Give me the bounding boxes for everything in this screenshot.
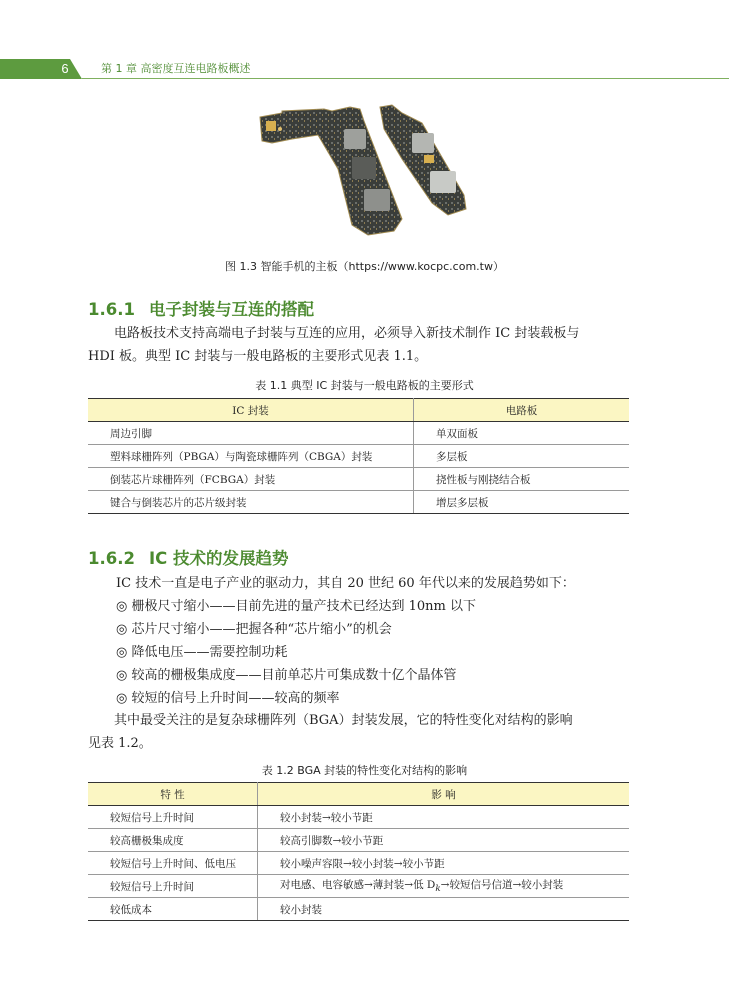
table-row bbox=[88, 468, 629, 491]
table-cell: 较短信号上升时间 bbox=[88, 806, 258, 829]
table-header-row bbox=[88, 399, 629, 422]
table-header-cell: 电路板 bbox=[414, 399, 630, 422]
bullet-item: ◎ 栅极尺寸缩小——目前先进的量产技术已经达到 10nm 以下 bbox=[116, 599, 476, 614]
section-title: 电子封装与互连的搭配 bbox=[148, 300, 314, 319]
table-row bbox=[88, 806, 629, 829]
table-cell: 倒装芯片球栅阵列（FCBGA）封装 bbox=[88, 468, 414, 491]
section2-paragraph bbox=[88, 709, 628, 755]
table-cell: 较短信号上升时间、低电压 bbox=[88, 852, 258, 875]
table-row bbox=[88, 898, 629, 921]
section2-intro: IC 技术一直是电子产业的驱动力，其自 20 世纪 60 年代以来的发展趋势如下： bbox=[116, 576, 575, 591]
figure-caption: 图 1.3 智能手机的主板（https://www.kocpc.com.tw） bbox=[225, 260, 504, 273]
table-cell-text: →较短信号信道→较小封装 bbox=[440, 879, 564, 892]
table-row bbox=[88, 829, 629, 852]
table-cell: 多层板 bbox=[414, 445, 630, 468]
left-board-image bbox=[260, 107, 402, 235]
table-row bbox=[88, 445, 629, 468]
table-row bbox=[88, 491, 629, 514]
table2-caption: 表 1.2 BGA 封装的特性变化对结构的影响 bbox=[261, 764, 468, 777]
table-cell: 较小封装 bbox=[258, 898, 630, 921]
table-header-cell: 特 性 bbox=[88, 783, 258, 806]
section1-paragraph bbox=[88, 322, 628, 368]
table-1-1 bbox=[88, 398, 629, 514]
table-cell: 较小封装→较小节距 bbox=[258, 806, 630, 829]
paragraph-line: HDI 板。典型 IC 封装与一般电路板的主要形式见表 1.1。 bbox=[88, 349, 428, 364]
table-cell: 键合与倒装芯片的芯片级封装 bbox=[88, 491, 414, 514]
header-rule bbox=[82, 78, 729, 79]
section-heading-1-6-2 bbox=[88, 545, 288, 569]
table-header-cell: IC 封装 bbox=[88, 399, 414, 422]
table-cell: 较低成本 bbox=[88, 898, 258, 921]
table-cell: 较小噪声容限→较小封装→较小节距 bbox=[258, 852, 630, 875]
page-header bbox=[0, 0, 729, 80]
table-cell: 挠性板与刚挠结合板 bbox=[414, 468, 630, 491]
table-row bbox=[88, 852, 629, 875]
section-number: 1.6.2 bbox=[88, 549, 135, 568]
table-cell: 增层多层板 bbox=[414, 491, 630, 514]
table1-caption: 表 1.1 典型 IC 封装与一般电路板的主要形式 bbox=[255, 379, 474, 392]
table-cell: 单双面板 bbox=[414, 422, 630, 445]
table-cell: 较高栅极集成度 bbox=[88, 829, 258, 852]
paragraph-line: 见表 1.2。 bbox=[88, 736, 152, 751]
bullet-item: ◎ 芯片尺寸缩小——把握各种“芯片缩小”的机会 bbox=[116, 622, 392, 637]
section-heading-1-6-1 bbox=[88, 296, 314, 320]
bullet-item: ◎ 降低电压——需要控制功耗 bbox=[116, 645, 288, 660]
motherboard-figure bbox=[252, 99, 474, 239]
section-title: IC 技术的发展趋势 bbox=[148, 549, 289, 568]
table-header-row bbox=[88, 783, 629, 806]
table-cell: 较高引脚数→较小节距 bbox=[258, 829, 630, 852]
table-cell: 塑料球栅阵列（PBGA）与陶瓷球栅阵列（CBGA）封装 bbox=[88, 445, 414, 468]
table-header-cell: 影 响 bbox=[258, 783, 630, 806]
bullet-item: ◎ 较短的信号上升时间——较高的频率 bbox=[116, 691, 340, 706]
bullet-item: ◎ 较高的栅极集成度——目前单芯片可集成数十亿个晶体管 bbox=[116, 668, 457, 683]
table-1-2 bbox=[88, 782, 629, 921]
paragraph-line: 电路板技术支持高端电子封装与互连的应用，必须导入新技术制作 IC 封装载板与 bbox=[114, 326, 580, 341]
table-cell: 较短信号上升时间 bbox=[88, 875, 258, 898]
section-number: 1.6.1 bbox=[88, 300, 135, 319]
paragraph-line: 其中最受关注的是复杂球栅阵列（BGA）封装发展，它的特性变化对结构的影响 bbox=[114, 713, 573, 728]
table-row bbox=[88, 875, 629, 898]
subscript-k: k bbox=[435, 884, 441, 895]
table-cell-text: 对电感、电容敏感→薄封装→低 D bbox=[280, 879, 436, 892]
page-number: 6 bbox=[61, 61, 69, 76]
chapter-title: 第 1 章 高密度互连电路板概述 bbox=[101, 62, 251, 75]
table-cell: 周边引脚 bbox=[88, 422, 414, 445]
table-row bbox=[88, 422, 629, 445]
table-cell bbox=[258, 875, 630, 898]
